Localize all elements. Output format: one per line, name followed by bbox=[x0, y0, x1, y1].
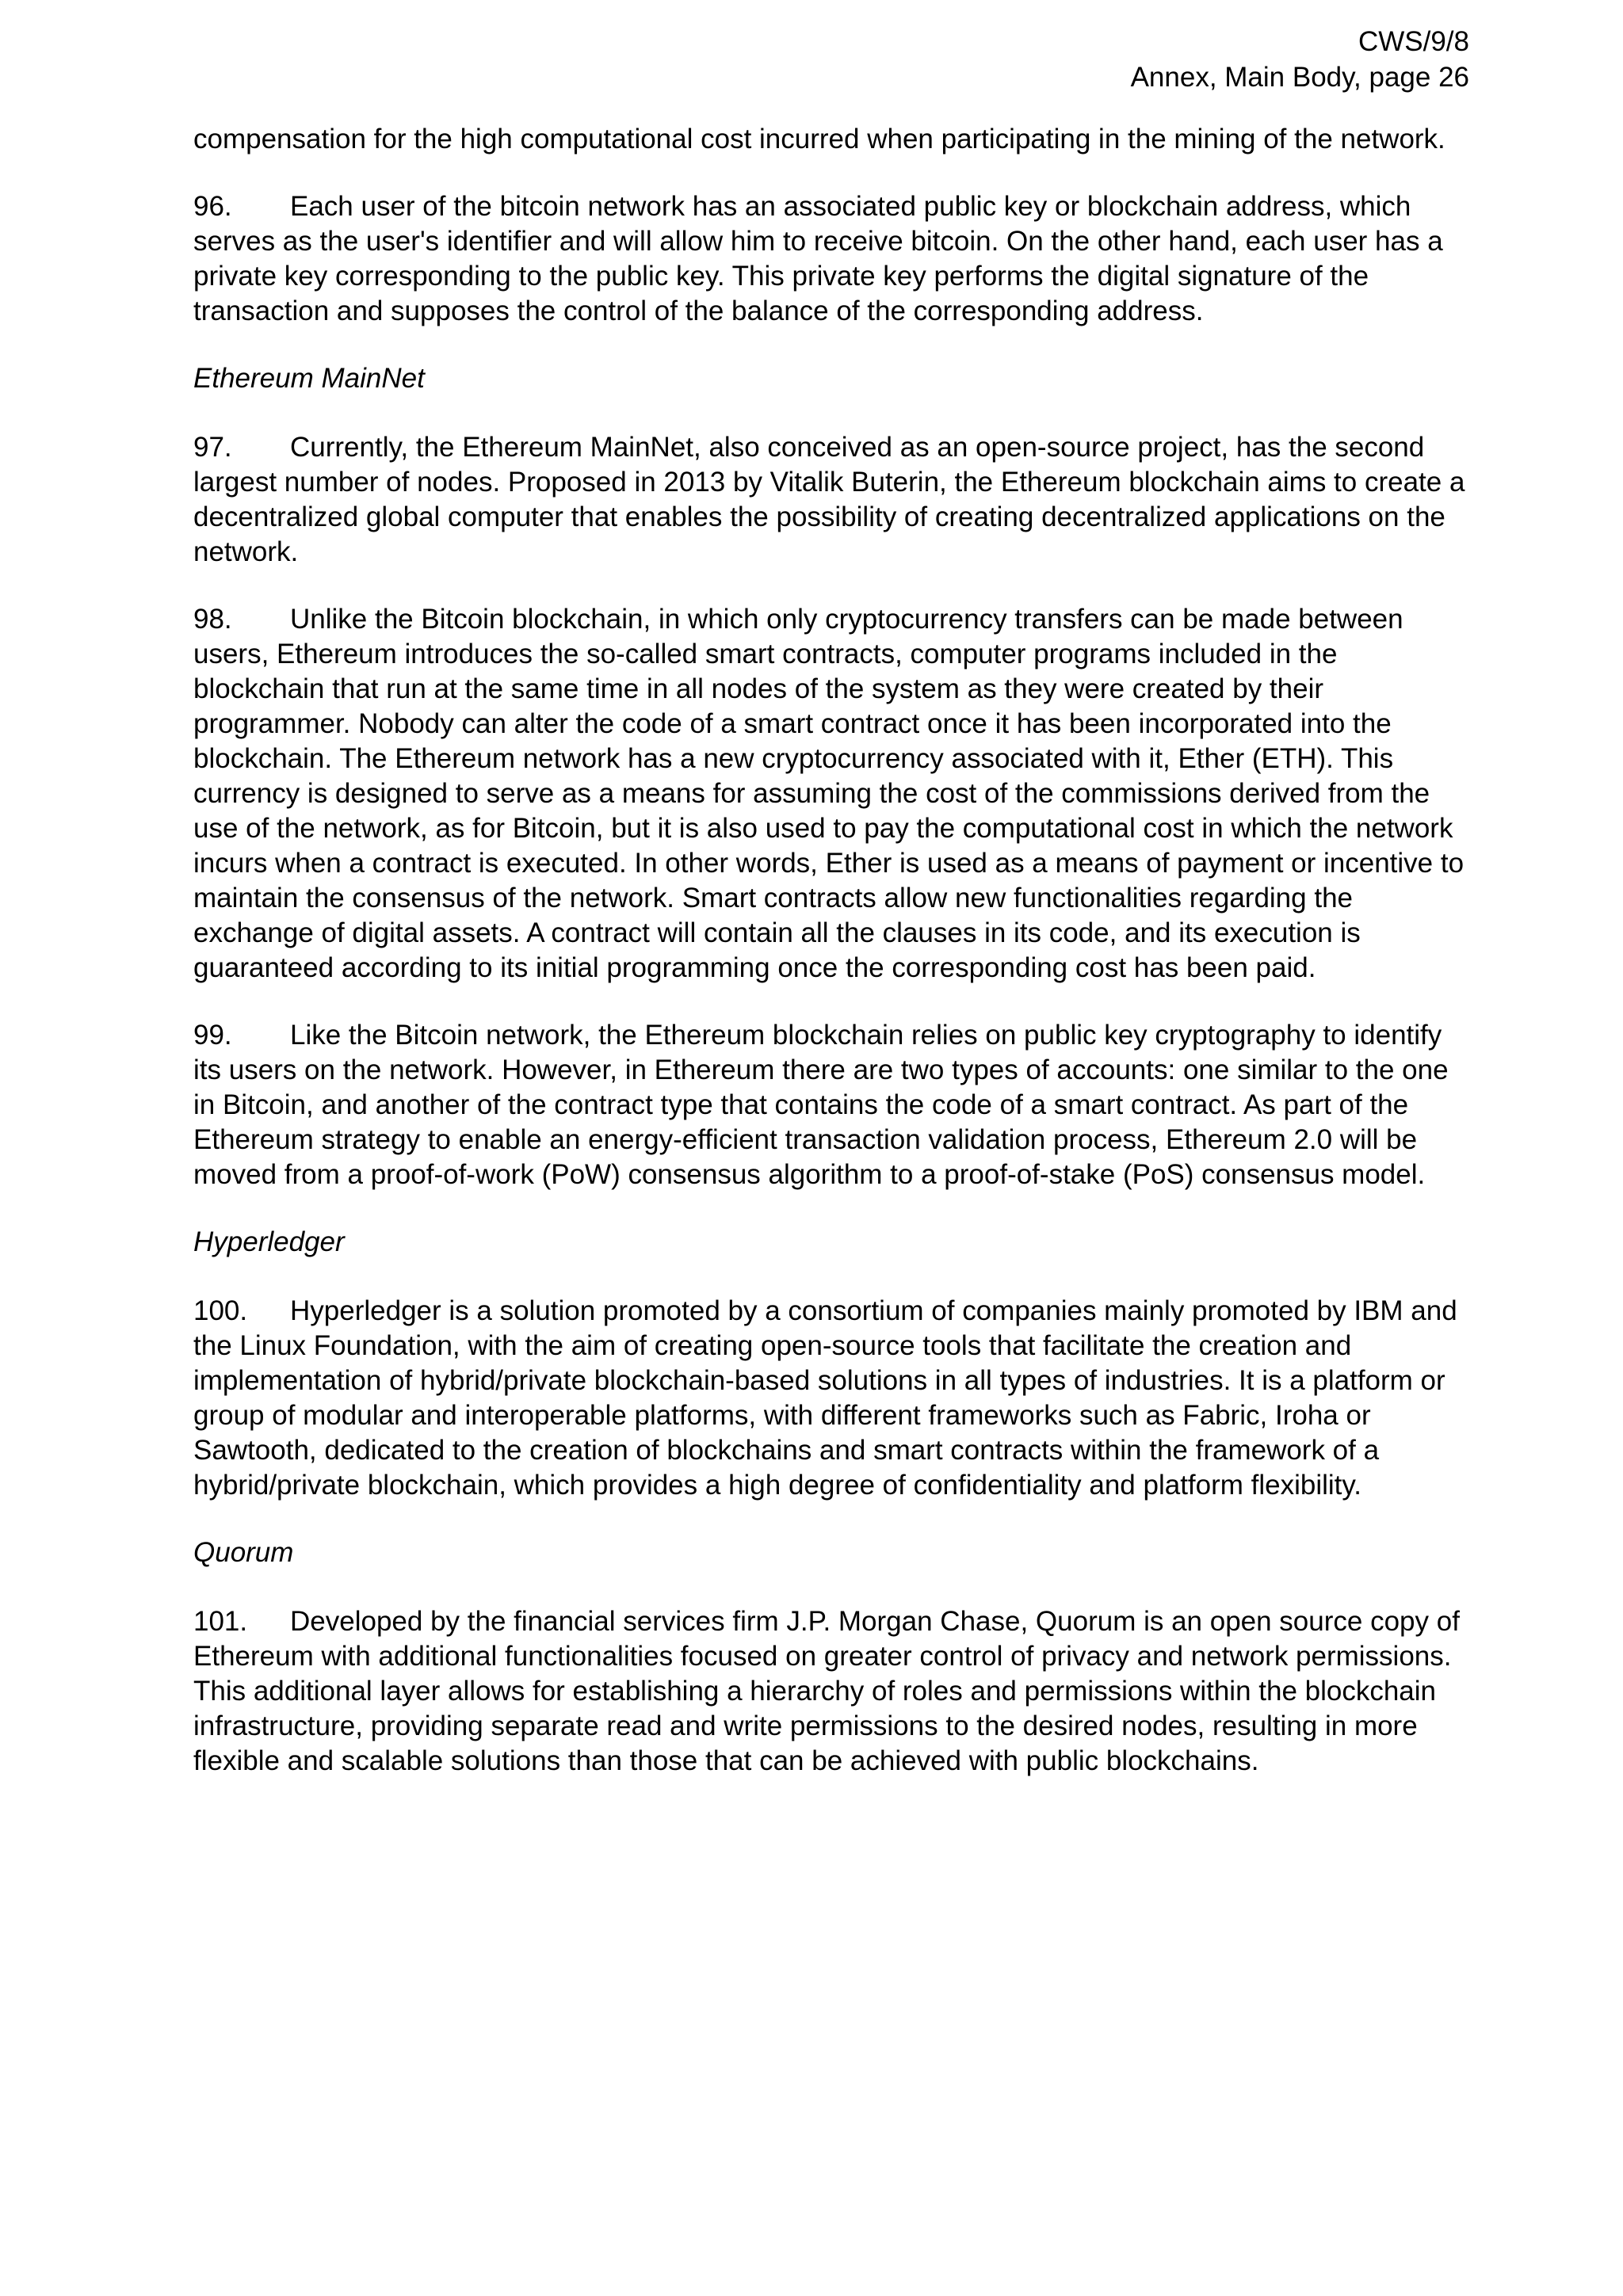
paragraph-text: Unlike the Bitcoin blockchain, in which only cryptocurrency transfers can be made between users, Ethereum introduces the so-called smart contracts, computer programs included in the blockchain that run at the same time in all nodes of the system as they were created by their programmer. Nobody can alter the code of a smart contract once it has been incorporated into the blockchain. The Ethereum network has a new cryptocurrency associated with it, Ether (ETH). This currency is designed to serve as a means for assuming the cost of the commissions derived from the use of the network, as for Bitcoin, but it is also used to pay the computational cost in which the network incurs when a contract is executed. In other words, Ether is used as a means of payment or incentive to maintain the consensus of the network. Smart contracts allow new functionalities regarding the exchange of digital assets. A contract will contain all the clauses in its code, and its execution is guaranteed according to its initial programming once the corresponding cost has been paid. bbox=[193, 604, 1465, 983]
paragraph-text: Currently, the Ethereum MainNet, also conceived as an open-source project, has the second largest number of nodes. Proposed in 2013 by Vitalik Buterin, the Ethereum blockchain aims to create a decentralized global computer that enables the possibility of creating decentralized applications on the network. bbox=[193, 432, 1465, 567]
paragraph-text: Hyperledger is a solution promoted by a consortium of companies mainly promoted by IBM and the Linux Foundation, with the aim of creating open-source tools that facilitate the creation and implementation of hybrid/private blockchain-based solutions in all types of industries. It is a platform or group of modular and interoperable platforms, with different frameworks such as Fabric, Iroha or Sawtooth, dedicated to the creation of blockchains and smart contracts within the framework of a hybrid/private blockchain, which provides a high degree of confidentiality and platform flexibility. bbox=[193, 1295, 1457, 1501]
paragraph-number: 97. bbox=[193, 432, 232, 463]
paragraph-text: Like the Bitcoin network, the Ethereum blockchain relies on public key cryptography to identify its users on the network. However, in Ethereum there are two types of accounts: one similar to the one in Bitcoin, and another of the contract type that contains the code of a smart contract. As part of the Ethereum strategy to enable an energy-efficient transaction validation process, Ethereum 2.0 will be moved from a proof-of-work (PoW) consensus algorithm to a proof-of-stake (PoS) consensus model. bbox=[193, 1020, 1449, 1190]
paragraph-text: Each user of the bitcoin network has an associated public key or blockchain address, which serves as the user's identifier and will allow him to receive bitcoin. On the other hand, each user has a private key corresponding to the public key. This private key performs the digital signature of the transaction and supposes the control of the balance of the corresponding address. bbox=[193, 191, 1443, 326]
paragraph-number: 96. bbox=[193, 191, 232, 222]
document-id: CWS/9/8 bbox=[1358, 26, 1469, 57]
paragraph-96 bbox=[193, 189, 1469, 329]
document-page bbox=[193, 24, 1469, 2258]
paragraph-100 bbox=[193, 1294, 1469, 1503]
heading-quorum: Quorum bbox=[193, 1537, 294, 1568]
paragraph-number: 99. bbox=[193, 1020, 232, 1051]
paragraph-text: Developed by the financial services firm J.P. Morgan Chase, Quorum is an open source copy of Ethereum with additional functionalities focused on greater control of privacy and network permissions. This additional layer allows for establishing a hierarchy of roles and permissions within the blockchain infrastructure, providing separate read and write permissions to the desired nodes, resulting in more flexible and scalable solutions than those that can be achieved with public blockchains. bbox=[193, 1606, 1460, 1776]
paragraph-number: 98. bbox=[193, 604, 232, 635]
paragraph-number: 100. bbox=[193, 1295, 248, 1326]
paragraph-99 bbox=[193, 1018, 1469, 1192]
heading-hyperledger: Hyperledger bbox=[193, 1226, 345, 1257]
page-location: Annex, Main Body, page 26 bbox=[1130, 62, 1469, 93]
paragraph-number: 101. bbox=[193, 1606, 248, 1637]
paragraph-97 bbox=[193, 430, 1469, 570]
continued-paragraph: compensation for the high computational cost incurred when participating in the mining of the network. bbox=[193, 124, 1445, 154]
paragraph-98 bbox=[193, 602, 1469, 986]
document-body bbox=[193, 122, 1469, 1779]
page-header bbox=[193, 24, 1469, 95]
paragraph-101 bbox=[193, 1604, 1469, 1779]
heading-ethereum-mainnet: Ethereum MainNet bbox=[193, 363, 425, 394]
